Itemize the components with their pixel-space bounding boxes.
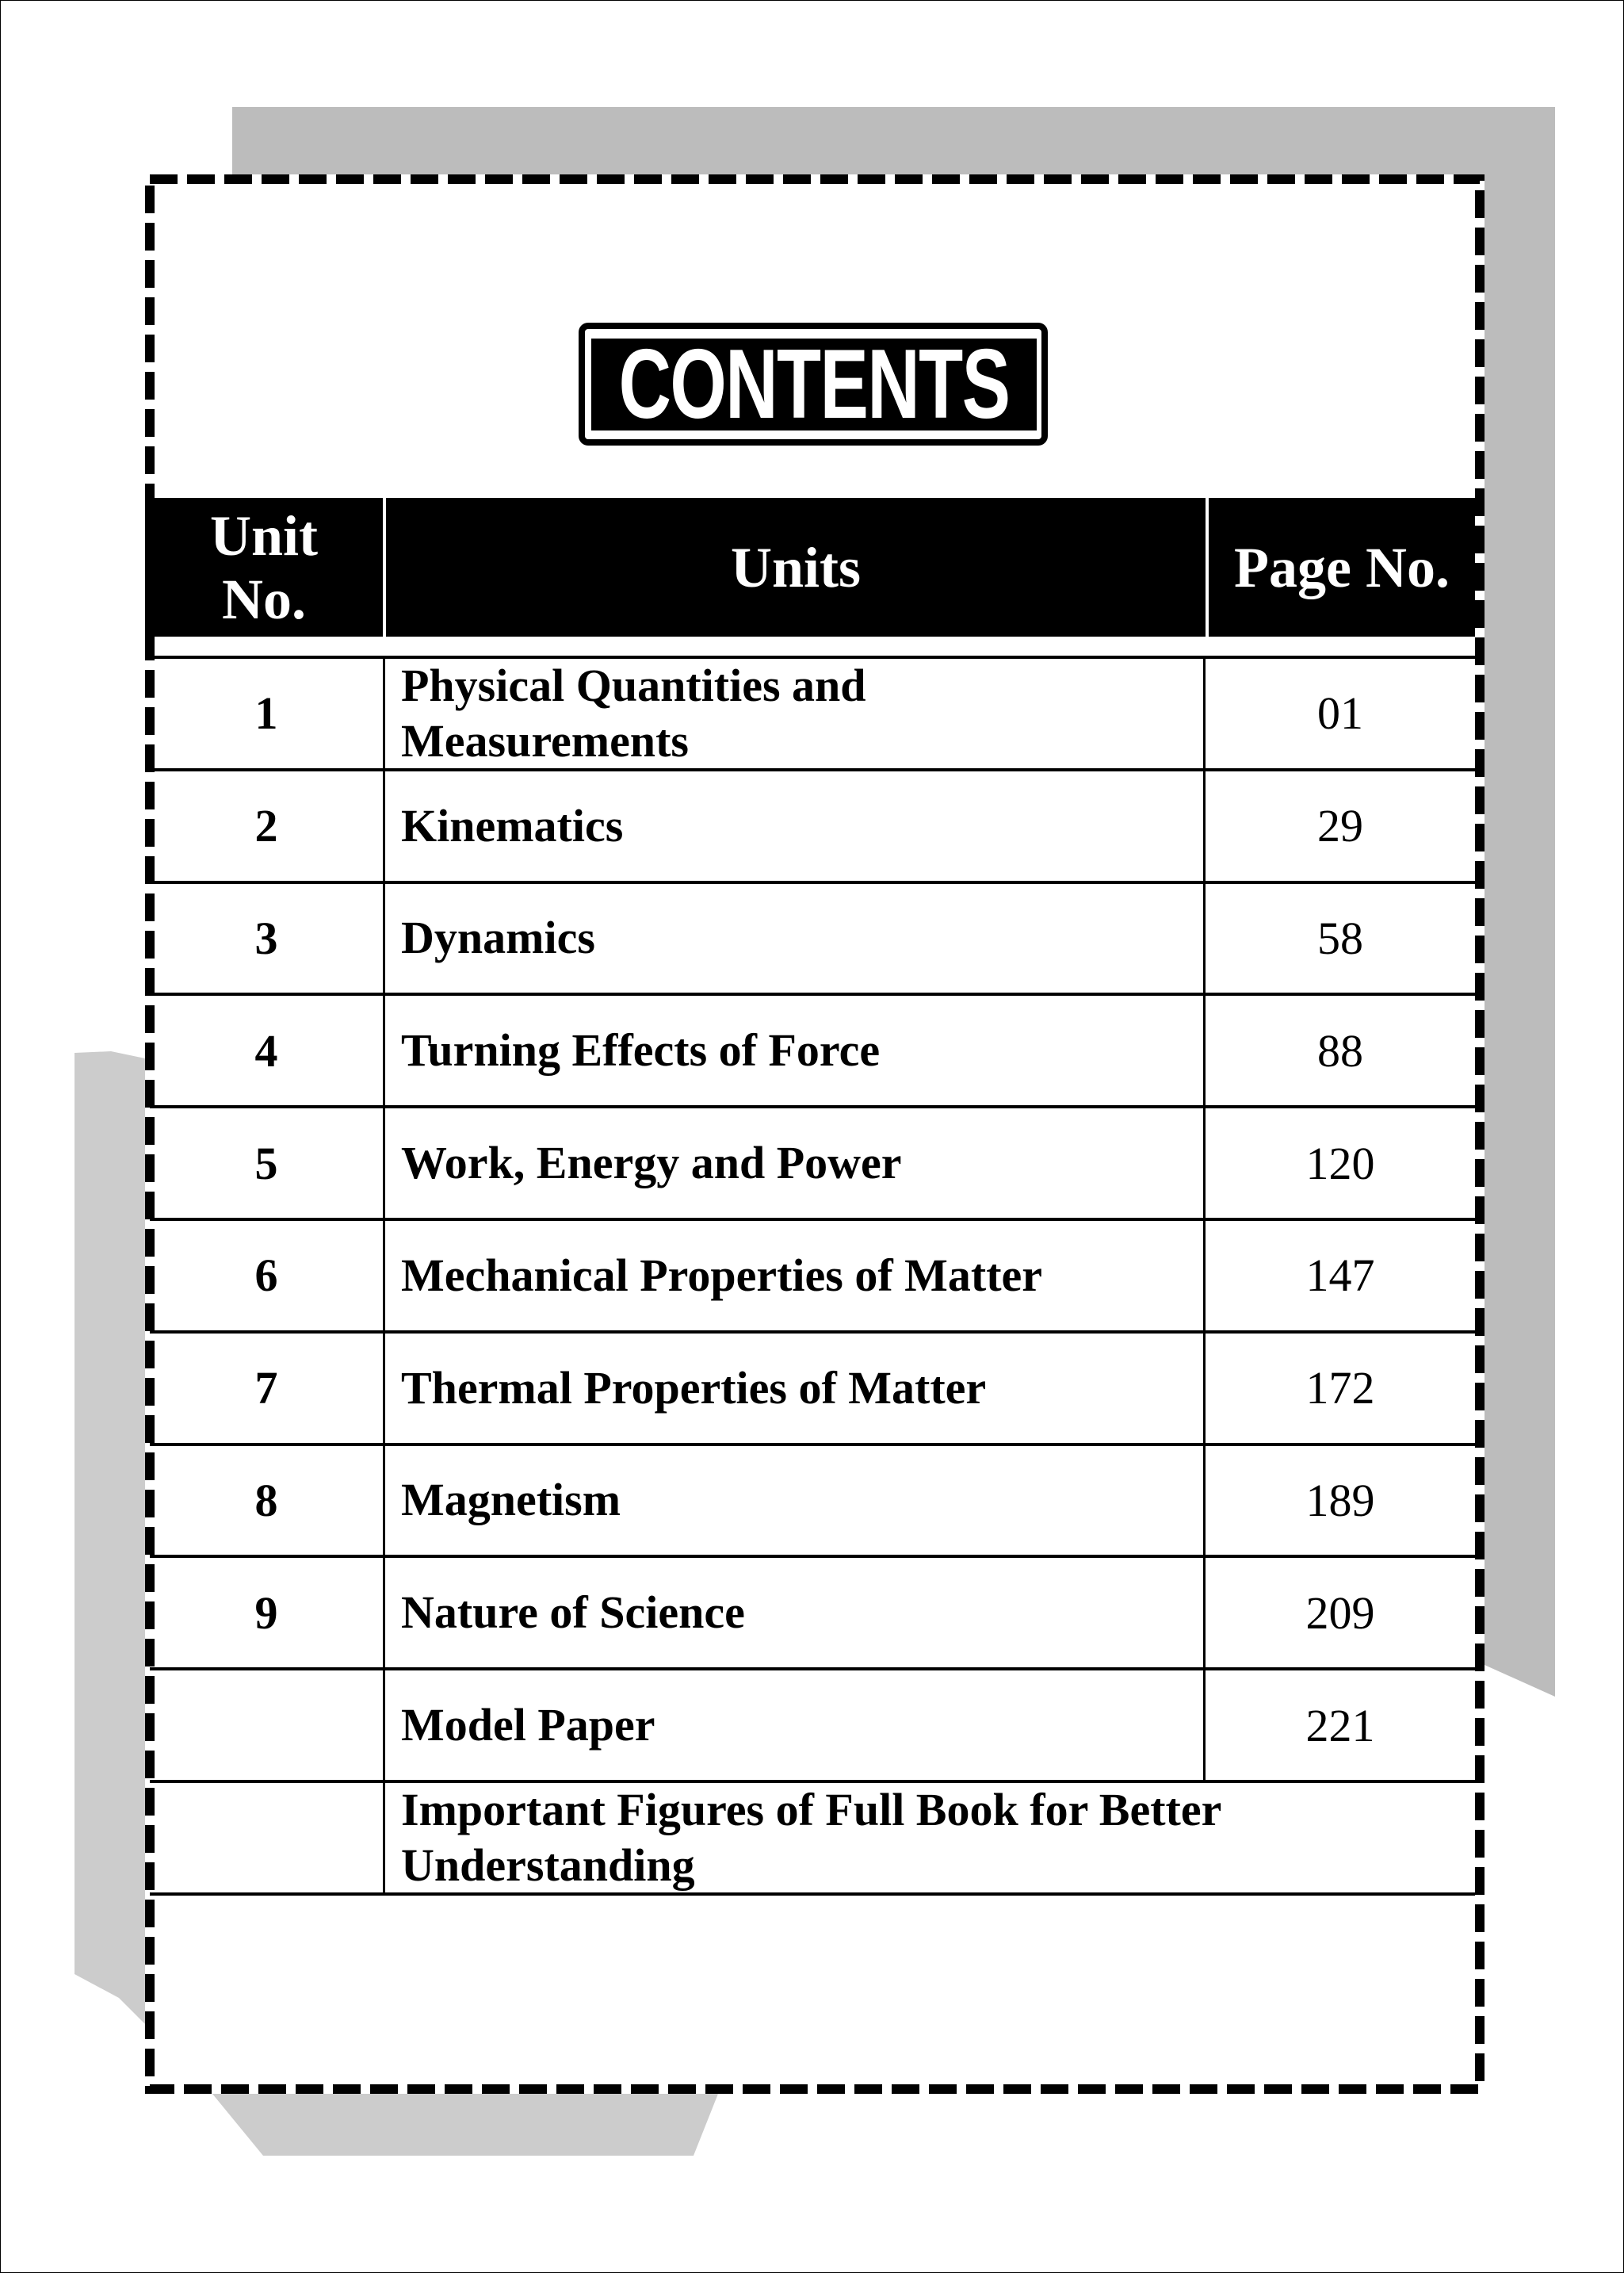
header-unit-no xyxy=(145,498,383,637)
table-row[interactable] xyxy=(150,1667,1475,1780)
header-page-no xyxy=(1209,498,1475,637)
page-number: 209 xyxy=(1305,1586,1375,1639)
unit-title: Magnetism xyxy=(385,1446,1206,1556)
unit-title-text: Important Figures of Full Book for Better Understanding xyxy=(401,1783,1221,1891)
unit-title-text: Physical Quantities and Measurements xyxy=(401,659,866,767)
table-row[interactable] xyxy=(150,656,1475,768)
unit-title: Dynamics xyxy=(385,884,1206,993)
contents-badge xyxy=(579,323,1048,446)
table-row[interactable] xyxy=(150,768,1475,881)
table-row[interactable] xyxy=(150,881,1475,993)
header-units-label: Units xyxy=(730,535,862,599)
page-number: 120 xyxy=(1305,1137,1375,1189)
unit-number: 5 xyxy=(150,1108,385,1218)
unit-title xyxy=(385,1783,1475,1892)
unit-title: Nature of Science xyxy=(385,1558,1206,1667)
unit-number: 6 xyxy=(150,1221,385,1330)
unit-title: Turning Effects of Force xyxy=(385,996,1206,1105)
page-number: 01 xyxy=(1317,687,1363,740)
contents-table xyxy=(150,656,1475,1896)
unit-title xyxy=(385,659,1206,768)
table-row[interactable] xyxy=(150,1218,1475,1330)
unit-number: 3 xyxy=(150,884,385,993)
unit-title: Mechanical Properties of Matter xyxy=(385,1221,1206,1330)
page-number: 221 xyxy=(1305,1699,1375,1751)
unit-title: Work, Energy and Power xyxy=(385,1108,1206,1218)
unit-number: 8 xyxy=(150,1446,385,1556)
page-number: 88 xyxy=(1317,1024,1363,1077)
table-row[interactable] xyxy=(150,1443,1475,1556)
page-number: 147 xyxy=(1305,1249,1375,1302)
table-row[interactable] xyxy=(150,1330,1475,1443)
unit-number: 7 xyxy=(150,1334,385,1443)
table-row[interactable] xyxy=(150,1555,1475,1667)
left-shadow xyxy=(75,1051,145,2024)
page-number: 189 xyxy=(1305,1474,1375,1526)
unit-title: Model Paper xyxy=(385,1670,1206,1780)
unit-number: 9 xyxy=(150,1558,385,1667)
table-row[interactable] xyxy=(150,993,1475,1105)
table-row[interactable] xyxy=(150,1105,1475,1218)
page-title: CONTENTS xyxy=(618,339,1010,430)
page-number: 172 xyxy=(1305,1362,1375,1414)
unit-number xyxy=(150,1670,385,1780)
unit-number: 4 xyxy=(150,996,385,1105)
unit-number: 2 xyxy=(150,771,385,881)
unit-title: Kinematics xyxy=(385,771,1206,881)
table-row[interactable] xyxy=(150,1780,1475,1896)
unit-title: Thermal Properties of Matter xyxy=(385,1334,1206,1443)
header-page-no-label: Page No. xyxy=(1234,535,1450,599)
page-number: 58 xyxy=(1317,912,1363,964)
header-units xyxy=(386,498,1206,637)
bottom-shadow xyxy=(212,2094,718,2156)
unit-number xyxy=(150,1783,385,1892)
page-number: 29 xyxy=(1317,800,1363,852)
unit-number: 1 xyxy=(150,659,385,768)
header-unit-no-label: Unit No. xyxy=(209,503,319,631)
